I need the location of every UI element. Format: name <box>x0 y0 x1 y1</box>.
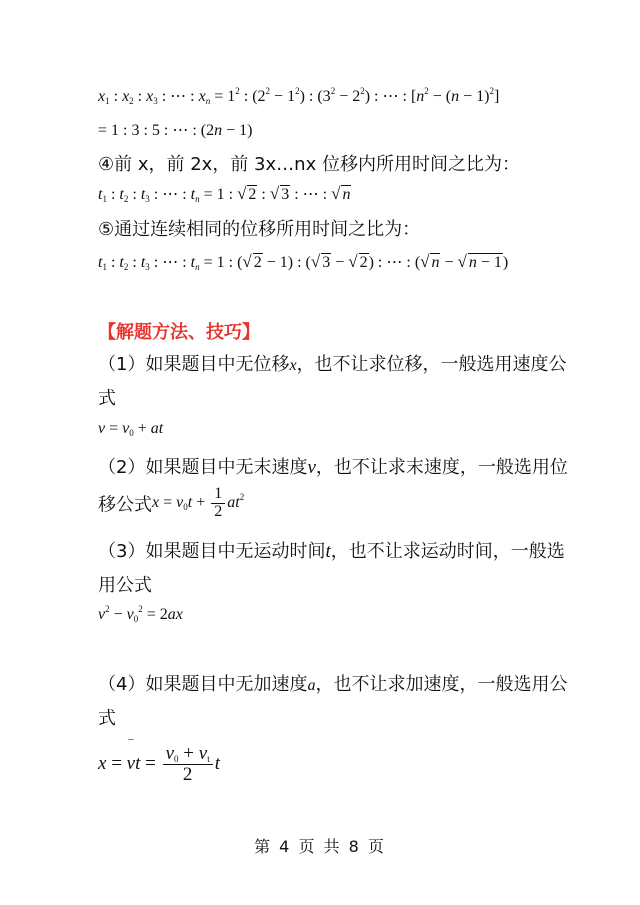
section-title: 【解题方法、技巧】 <box>98 322 260 343</box>
formula-displacement-ratio-result: = 1 : 3 : 5 : ⋯ : (2n − 1) <box>98 122 253 139</box>
formula-displacement: $x = v_0t$ + $\frac{1}{2}$ $at^2$ <box>152 485 245 520</box>
method-2-line-1: （2）如果题目中无末速度v，也不让求末速度，一般选用位 <box>98 457 568 478</box>
page-footer: 第 4 页 共 8 页 <box>254 837 386 856</box>
formula-displacement-ratio: $x_1$ : $x_2$ : $x_3$ : ⋯ : $x_n = 1^2$ : $(2^2 - 1^2)$ : $(3^2 - 2^2)$ : ⋯ : $[n^2 - (n - 1)^2]$ <box>98 86 500 106</box>
item-4-text: ④前 x，前 2x，前 3x…nx 位移内所用时间之比为： <box>98 154 520 175</box>
method-3-line-1: （3）如果题目中无运动时间t，也不让求运动时间，一般选 <box>98 541 565 562</box>
formula-velocity: $v = v_0$ + at <box>98 420 164 438</box>
method-4-line-1: （4）如果题目中无加速度a，也不让求加速度，一般选用公 <box>98 674 568 695</box>
method-1-line-1: （1）如果题目中无位移x，也不让求位移，一般选用速度公 <box>98 354 567 375</box>
item-5-text: ⑤通过连续相同的位移所用时间之比为： <box>98 219 421 240</box>
formula-average-velocity: x = ‾ vt = $\frac{v_0 + v_t}{2}$ t <box>98 744 220 785</box>
method-2-line-2: 移公式$x = v_0t$ + $\frac{1}{2}$ $at^2$ <box>98 485 245 520</box>
method-4-line-2: 式 <box>98 708 116 729</box>
formula-velocity-squared: $v^2 - v_0^2 = 2ax$ <box>98 604 183 624</box>
formula-time-ratio-cumulative: $t_1$ : $t_2$ : $t_3$ : ⋯ : $t_n = 1$ : √ 2 : √ 3 : ⋯ : √ n <box>98 184 351 204</box>
method-3-line-2: 用公式 <box>98 575 152 596</box>
formula-time-ratio-successive: $t_1$ : $t_2$ : $t_3$ : ⋯ : $t_n = 1$ : (√ 2 − 1) : (√ 3 − √ 2) : ⋯ : (√ n − √ n − 1) <box>98 252 509 272</box>
method-1-line-2: 式 <box>98 388 116 409</box>
